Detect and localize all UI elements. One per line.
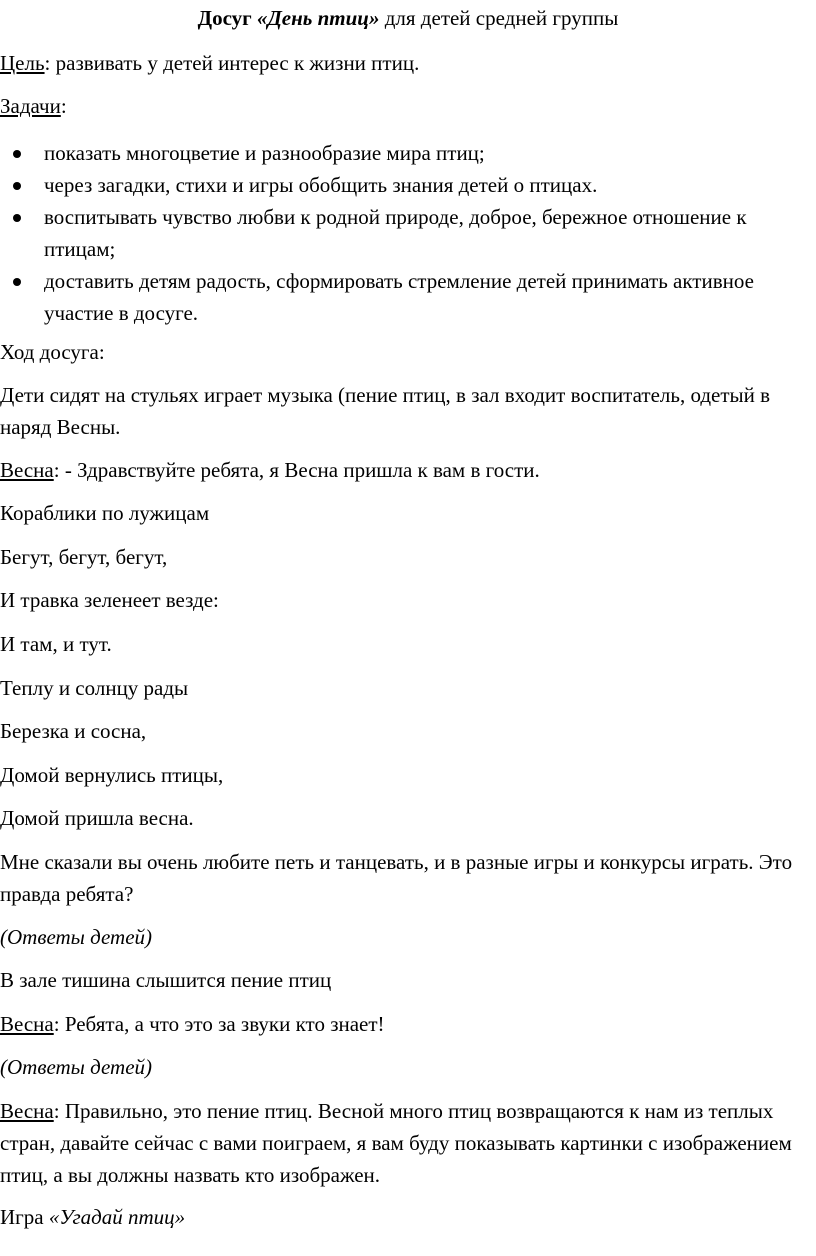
list-item-text: через загадки, стихи и игры обобщить знания детей о птицах.	[44, 173, 598, 197]
list-item	[0, 201, 812, 265]
goal-text: : развивать у детей интерес к жизни птиц.	[44, 51, 420, 75]
bullet-icon	[13, 278, 21, 286]
poem-line: И травка зеленеет везде:	[0, 588, 219, 612]
tasks-heading	[0, 90, 812, 122]
game-heading	[0, 1201, 812, 1233]
greeting-paragraph	[0, 454, 812, 486]
bullet-icon	[13, 182, 21, 190]
poem-line: Домой вернулись птицы,	[0, 763, 224, 787]
intro-paragraph: Дети сидят на стульях играет музыка (пение птиц, в зал входит воспитатель, одетый в наряд Весны.	[0, 383, 771, 439]
speaker-label: Весна	[0, 1099, 54, 1123]
game-name: «Угадай птиц»	[48, 1205, 186, 1229]
poem-line: Бегут, бегут, бегут,	[0, 545, 168, 569]
game-prefix: Игра	[0, 1205, 49, 1229]
vesna-question-text: : Ребята, а что это за звуки кто знает!	[53, 1012, 385, 1036]
goal-label: Цель	[0, 51, 45, 75]
speaker-label: Весна	[0, 458, 54, 482]
list-item-text: доставить детям радость, сформировать стремление детей принимать активное участие в досуге.	[44, 269, 754, 325]
list-item-text: показать многоцветие и разнообразие мира птиц;	[44, 141, 485, 165]
tasks-list	[0, 137, 812, 329]
course-heading: Ход досуга:	[0, 340, 105, 364]
list-item	[0, 137, 812, 169]
list-item-text: воспитывать чувство любви к родной природе, доброе, бережное отношение к птицам;	[44, 205, 747, 261]
poem-line: Домой пришла весна.	[0, 806, 194, 830]
title-suffix: для детей средней группы	[379, 6, 619, 30]
stage-direction: (Ответы детей)	[0, 1055, 153, 1079]
poem-line: И там, и тут.	[0, 632, 112, 656]
vesna-game-text: : Правильно, это пение птиц. Весной много птиц возвращаются к нам из теплых стран, давайте сейчас с вами поиграем, я вам буду показывать картинки с изображением птиц, а вы должны назвать кто изображен.	[0, 1099, 792, 1187]
tasks-label: Задачи	[0, 94, 61, 118]
question-paragraph: Мне сказали вы очень любите петь и танцевать, и в разные игры и конкурсы играть. Это правда ребята?	[0, 850, 793, 906]
vesna-question-paragraph	[0, 1008, 812, 1040]
page-title	[0, 2, 816, 34]
stage-direction: (Ответы детей)	[0, 925, 153, 949]
speaker-label: Весна	[0, 1012, 54, 1036]
tasks-colon: :	[60, 94, 67, 118]
title-prefix: Досуг	[197, 6, 257, 30]
poem-line: Кораблики по лужицам	[0, 501, 210, 525]
goal-paragraph	[0, 47, 812, 79]
poem-line: Березка и сосна,	[0, 719, 147, 743]
silence-paragraph: В зале тишина слышится пение птиц	[0, 968, 332, 992]
bullet-icon	[13, 150, 21, 158]
bullet-icon	[13, 214, 21, 222]
list-item	[0, 169, 812, 201]
poem-line: Теплу и солнцу рады	[0, 676, 189, 700]
title-event-name: «День птиц»	[256, 6, 380, 30]
list-item	[0, 265, 812, 329]
greeting-text: : - Здравствуйте ребята, я Весна пришла к вам в гости.	[53, 458, 540, 482]
vesna-game-paragraph	[0, 1095, 812, 1191]
